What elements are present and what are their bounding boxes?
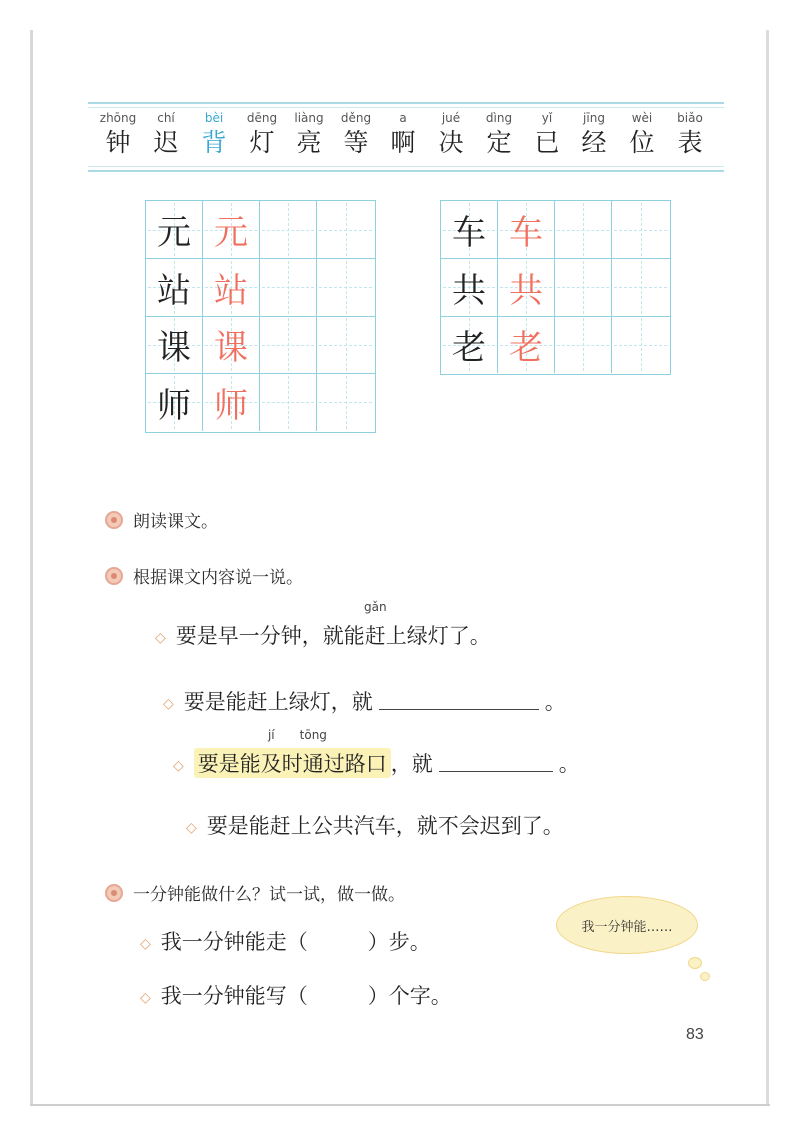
vocab-word: biǎo 表 bbox=[677, 111, 703, 157]
sentence-text: ）步。 bbox=[367, 930, 431, 954]
vocab-word: dēng 灯 bbox=[246, 111, 278, 157]
vocab-word: dìng 定 bbox=[485, 111, 513, 157]
trace-character: 共 bbox=[509, 270, 543, 311]
task-try bbox=[105, 880, 405, 905]
practice-cell[interactable] bbox=[260, 316, 317, 373]
diamond-bullet-icon: ◇ bbox=[173, 758, 184, 774]
flower-bullet-icon bbox=[105, 884, 123, 902]
practice-cell[interactable] bbox=[612, 201, 669, 258]
trace-character: 课 bbox=[214, 328, 248, 368]
vocab-word: zhōng 钟 bbox=[99, 111, 137, 157]
model-character: 共 bbox=[452, 270, 486, 311]
thought-bubble bbox=[556, 896, 698, 954]
model-character: 老 bbox=[452, 328, 486, 368]
practice-cell[interactable] bbox=[612, 316, 669, 373]
sentence-text: 。 bbox=[544, 690, 566, 714]
sentence-text: 我一分钟能写（ bbox=[160, 984, 308, 1008]
task-retell bbox=[105, 563, 303, 588]
practice-cell[interactable] bbox=[260, 374, 317, 431]
sentence-4 bbox=[186, 810, 564, 840]
diamond-bullet-icon: ◇ bbox=[155, 630, 166, 646]
practice-cell[interactable] bbox=[317, 259, 374, 316]
model-character: 元 bbox=[157, 213, 191, 253]
practice-cell[interactable] bbox=[317, 316, 374, 373]
page-edge bbox=[30, 30, 33, 1105]
vocab-word: yǐ 已 bbox=[534, 111, 560, 157]
sentence-text: 我一分钟能走（ bbox=[160, 930, 308, 954]
vocab-word: jīng 经 bbox=[581, 111, 607, 157]
highlighted-phrase: 要是能 jí 及时 tōng 通过路口 bbox=[194, 748, 391, 778]
task-read-aloud bbox=[105, 507, 218, 532]
practice-cell[interactable] bbox=[260, 201, 317, 258]
sentence-text: ，就 bbox=[390, 752, 433, 776]
vocab-word: jué 决 bbox=[438, 111, 464, 157]
vocab-word-highlighted: bèi 背 bbox=[201, 111, 227, 157]
activity-write bbox=[140, 980, 452, 1010]
model-character: 站 bbox=[157, 270, 191, 311]
answer-blank[interactable] bbox=[439, 770, 553, 772]
bubble-dot bbox=[700, 972, 710, 981]
trace-character: 老 bbox=[509, 328, 543, 368]
diamond-bullet-icon: ◇ bbox=[163, 696, 174, 712]
sentence-text: ）个字。 bbox=[367, 984, 452, 1008]
sentence-text: 。 bbox=[558, 752, 580, 776]
practice-cell[interactable] bbox=[317, 201, 374, 258]
page-edge bbox=[766, 30, 769, 1105]
model-character: 课 bbox=[157, 328, 191, 368]
trace-character: 师 bbox=[214, 385, 248, 426]
practice-cell[interactable] bbox=[555, 316, 612, 373]
writing-grid-right bbox=[440, 200, 671, 375]
sentence-2 bbox=[163, 686, 566, 716]
model-character: 师 bbox=[157, 385, 191, 426]
page-number: 83 bbox=[686, 1026, 704, 1043]
answer-blank[interactable] bbox=[379, 708, 539, 710]
activity-walk bbox=[140, 926, 431, 956]
sentence-text: 要是能赶上绿灯，就 bbox=[183, 690, 373, 714]
bubble-dot bbox=[688, 957, 702, 969]
sentence-text: 要是能赶上公共汽车，就不会迟到了。 bbox=[206, 814, 564, 838]
trace-character: 元 bbox=[214, 213, 248, 253]
trace-character: 站 bbox=[214, 270, 248, 311]
writing-grid-left bbox=[145, 200, 376, 433]
vocab-word: a 啊 bbox=[390, 111, 416, 157]
vocab-word: wèi 位 bbox=[629, 111, 655, 157]
flower-bullet-icon bbox=[105, 567, 123, 585]
sentence-text: 上绿灯了。 bbox=[385, 624, 491, 648]
page-edge bbox=[30, 1104, 770, 1106]
bubble-text: 我一分钟能…… bbox=[581, 919, 673, 935]
sentence-3 bbox=[173, 728, 580, 778]
vocab-word: liàng 亮 bbox=[294, 111, 324, 157]
diamond-bullet-icon: ◇ bbox=[140, 990, 151, 1006]
practice-cell[interactable] bbox=[555, 259, 612, 316]
practice-cell[interactable] bbox=[260, 259, 317, 316]
practice-cell[interactable] bbox=[612, 259, 669, 316]
trace-character: 车 bbox=[509, 213, 543, 253]
vocab-word: chí 迟 bbox=[153, 111, 179, 157]
task-text: 朗读课文。 bbox=[133, 512, 218, 532]
ruby-gan: gǎn 赶 bbox=[363, 600, 387, 648]
vocab-word: děng 等 bbox=[340, 111, 372, 157]
task-text: 根据课文内容说一说。 bbox=[133, 568, 303, 588]
sentence-1 bbox=[155, 600, 491, 650]
diamond-bullet-icon: ◇ bbox=[140, 936, 151, 952]
sentence-text: 要是早一分钟，就能 bbox=[175, 624, 365, 648]
practice-cell[interactable] bbox=[555, 201, 612, 258]
diamond-bullet-icon: ◇ bbox=[186, 820, 197, 836]
model-character: 车 bbox=[452, 213, 486, 253]
flower-bullet-icon bbox=[105, 511, 123, 529]
practice-cell[interactable] bbox=[317, 374, 374, 431]
task-text: 一分钟能做什么？试一试，做一做。 bbox=[133, 885, 405, 905]
vocabulary-bar bbox=[88, 102, 724, 172]
